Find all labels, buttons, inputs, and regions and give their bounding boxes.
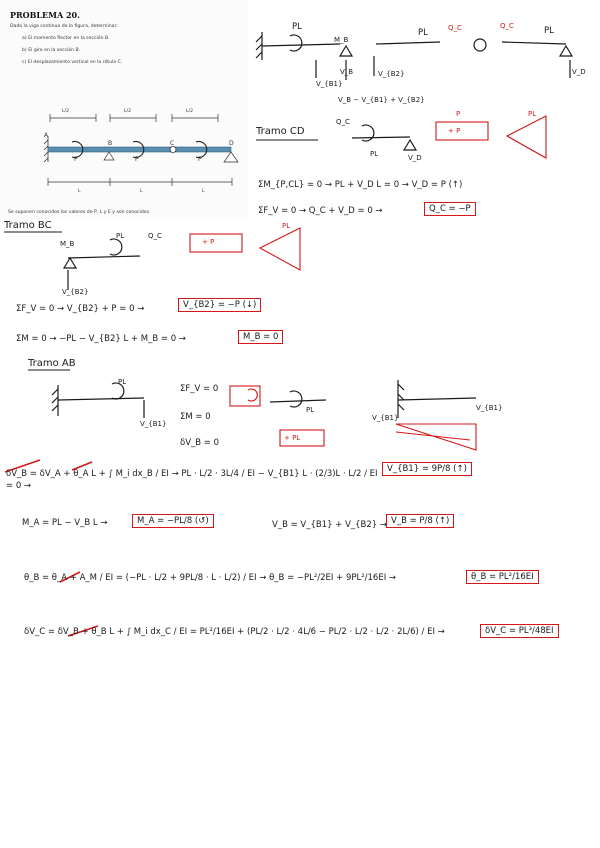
label-vd-cd: V_D (408, 154, 422, 162)
load-3: P (198, 156, 202, 163)
eq-moment-a: M_A = PL − V_B L → (22, 518, 108, 528)
dim-label-1: L/2 (62, 109, 70, 114)
heading-tramo-ab: Tramo AB (28, 358, 76, 369)
label-pl-ab-2: PL (306, 406, 315, 414)
problem-footer: Se suponen conocidos los valores de P, L y E y son conocidos. (8, 210, 151, 215)
bc-line-2: ΣM = 0 → −PL − V_{B2} L + M_B = 0 → (16, 334, 186, 344)
bc-shear-label: + P (202, 238, 215, 246)
bc-line-1: ΣF_V = 0 → V_{B2} + P = 0 → (16, 304, 145, 314)
problem-item-a: a) El momento flector en la sección B. (22, 36, 110, 41)
label-vb1-ab: V_{B1} (140, 420, 167, 428)
eq-moment-a-result: M_A = −PL/8 (↺) (132, 514, 214, 528)
label-vb1-ab-3: V_{B1} (476, 404, 503, 412)
cd-pl-label: PL (528, 110, 537, 118)
ab-line-2: ΣM = 0 (180, 412, 211, 422)
eq-deflection-b-result: V_{B1} = 9P/8 (↑) (382, 462, 472, 476)
load-1: P (74, 156, 78, 163)
dim-label-2: L/2 (124, 109, 132, 114)
label-vb2: V_{B2} (378, 70, 405, 78)
eq-theta-b: θ_B = θ_A + A_M / EI = (−PL · L/2 + 9PL/8 · L · L/2) / EI → θ_B = −PL²/2EI + 9PL²/16EI → (24, 573, 397, 583)
cd-line-2: ΣF_V = 0 → Q_C + V_D = 0 → (258, 206, 383, 216)
label-pl-1: PL (292, 22, 302, 32)
cd-shear-label: + P (448, 127, 461, 135)
span-2: L (140, 189, 143, 194)
label-vb1-ab-2: V_{B1} (372, 414, 399, 422)
eq-deflection-c: δV_C = δV_B + θ_B L + ∫ M_i dx_C / EI = PL²/16EI + (PL/2 · L/2 · 4L/6 − PL/2 · L/2 · L/2 · 2L/6) / EI → (24, 627, 445, 637)
label-pl-bc: PL (116, 232, 125, 240)
eq-deflection-b: δV_B = δV_A + θ_A L + ∫ M_i dx_B / EI → PL · L/2 · 3L/4 / EI − V_{B1} L · (2/3)L · L/2 / EI = 0 → (6, 469, 378, 491)
ab-line-3: δV_B = 0 (180, 438, 220, 448)
heading-tramo-bc: Tramo BC (4, 220, 52, 231)
problem-title: PROBLEMA 20. (10, 10, 80, 20)
label-pl-3: PL (544, 26, 554, 36)
bc-result-1: V_{B2} = −P (↓) (178, 298, 261, 312)
eq-deflection-c-result: δV_C = PL³/48EI (480, 624, 559, 638)
label-vd: V_D (572, 68, 586, 76)
node-c: C (170, 140, 175, 147)
ab-line-1: ΣF_V = 0 (180, 384, 219, 394)
label-qc-2: Q_C (500, 22, 514, 30)
heading-tramo-cd: Tramo CD (256, 126, 305, 137)
label-qc-bc: Q_C (148, 232, 162, 240)
label-pl-ab: PL (118, 378, 127, 386)
cd-line-1: ΣM_{P,CL} = 0 → PL + V_D L = 0 → V_D = P (↑) (258, 180, 463, 190)
bc-result-2: M_B = 0 (238, 330, 283, 344)
eq-vb-total-result: V_B = P/8 (↑) (386, 514, 454, 528)
label-pl-2: PL (418, 28, 428, 38)
node-a: A (44, 132, 49, 139)
problem-statement: Dada la viga continua de la figura, determinar: (10, 24, 118, 29)
eq-theta-b-result: θ_B = PL²/16EI (466, 570, 539, 584)
problem-item-c: c) El desplazamiento vertical en la rótula C. (22, 60, 123, 65)
label-mb: M_B (334, 36, 349, 44)
load-2: P (135, 156, 139, 163)
dim-label-3: L/2 (186, 109, 194, 114)
problem-item-b: b) El giro en la sección B. (22, 48, 81, 53)
label-qc: Q_C (448, 24, 462, 32)
label-vb: V_B (340, 68, 354, 76)
cd-p-label: P (456, 110, 461, 118)
node-b: B (108, 140, 113, 147)
label-vb-sum: V_B − V_{B1} + V_{B2} (338, 96, 425, 104)
eq-vb-total: V_B = V_{B1} + V_{B2} → (272, 520, 388, 530)
bc-pl-label: PL (282, 222, 291, 230)
label-qc-cd: Q_C (336, 118, 350, 126)
node-d: D (229, 140, 234, 147)
span-3: L (202, 189, 205, 194)
label-vb1: V_{B1} (316, 80, 343, 88)
label-pl-cd: PL (370, 150, 379, 158)
span-1: L (78, 189, 81, 194)
label-mb-bc: M_B (60, 240, 75, 248)
label-vb2-bc: V_{B2} (62, 288, 89, 296)
ab-moment-label: + PL (284, 434, 301, 442)
cd-result-box: Q_C = −P (424, 202, 476, 216)
